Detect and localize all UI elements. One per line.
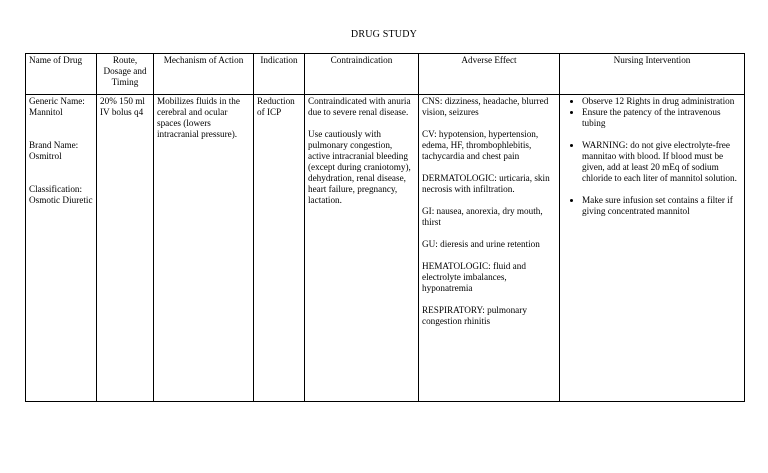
list-item: • Observe 12 Rights in drug administration <box>582 96 741 107</box>
generic-name-label: Generic Name: <box>29 96 85 106</box>
page-title: DRUG STUDY <box>350 29 418 40</box>
classification-label: Classification: <box>29 184 83 194</box>
header-nursing-intervention: Nursing Intervention <box>560 54 745 95</box>
cell-nursing-intervention <box>560 95 745 402</box>
cell-contraindication <box>305 95 419 402</box>
adverse-respiratory: RESPIRATORY: pulmonary congestion rhinitis <box>422 305 527 326</box>
cell-route: 20% 150 ml IV bolus q4 <box>97 95 154 402</box>
adverse-dermatologic: DERMATOLOGIC: urticaria, skin necrosis with infiltration. <box>422 173 550 194</box>
caution-text: Use cautiously with pulmonary congestion, active intracranial bleeding (except during craniotomy), dehydration, renal disease, heart failure, pregnancy, lactation. <box>308 129 411 205</box>
adverse-hematologic: HEMATOLOGIC: fluid and electrolyte imbalances, hyponatremia <box>422 261 526 293</box>
cell-adverse-effect <box>419 95 560 402</box>
header-mechanism: Mechanism of Action <box>154 54 254 95</box>
contraindication-text: Contraindicated with anuria due to severe renal disease. <box>308 96 411 117</box>
header-contraindication: Contraindication <box>305 54 419 95</box>
list-item: • Make sure infusion set contains a filter if giving concentrated mannitol <box>582 195 741 217</box>
brand-name-value: Osmitrol <box>29 151 62 161</box>
header-route-dosage-timing: Route, Dosage and Timing <box>97 54 154 95</box>
header-indication: Indication <box>254 54 305 95</box>
list-item: • WARNING: do not give electrolyte-free mannitao with blood. If blood must be given, add at least 20 mEq of sodium chloride to each liter of mannitol solution. <box>582 140 741 184</box>
list-item: • Ensure the patency of the intravenous tubing <box>582 107 741 129</box>
header-adverse-effect: Adverse Effect <box>419 54 560 95</box>
cell-drug-name <box>26 95 97 402</box>
adverse-cv: CV: hypotension, hypertension, edema, HF, thrombophlebitis, tachycardia and chest pain <box>422 129 539 161</box>
drug-study-table <box>25 53 745 402</box>
classification-value: Osmotic Diuretic <box>29 195 93 205</box>
adverse-gi: GI: nausea, anorexia, dry mouth, thirst <box>422 206 543 227</box>
adverse-cns: CNS: dizziness, headache, blurred vision, seizures <box>422 96 549 117</box>
table-row <box>26 95 745 402</box>
nursing-list <box>563 96 741 217</box>
generic-name-value: Mannitol <box>29 107 63 117</box>
adverse-gu: GU: dieresis and urine retention <box>422 239 540 249</box>
cell-mechanism: Mobilizes fluids in the cerebral and ocular spaces (lowers intracranial pressure). <box>154 95 254 402</box>
header-name-of-drug: Name of Drug <box>26 54 97 95</box>
brand-name-label: Brand Name: <box>29 140 79 150</box>
header-row <box>26 54 745 95</box>
cell-indication: Reduction of ICP <box>254 95 305 402</box>
